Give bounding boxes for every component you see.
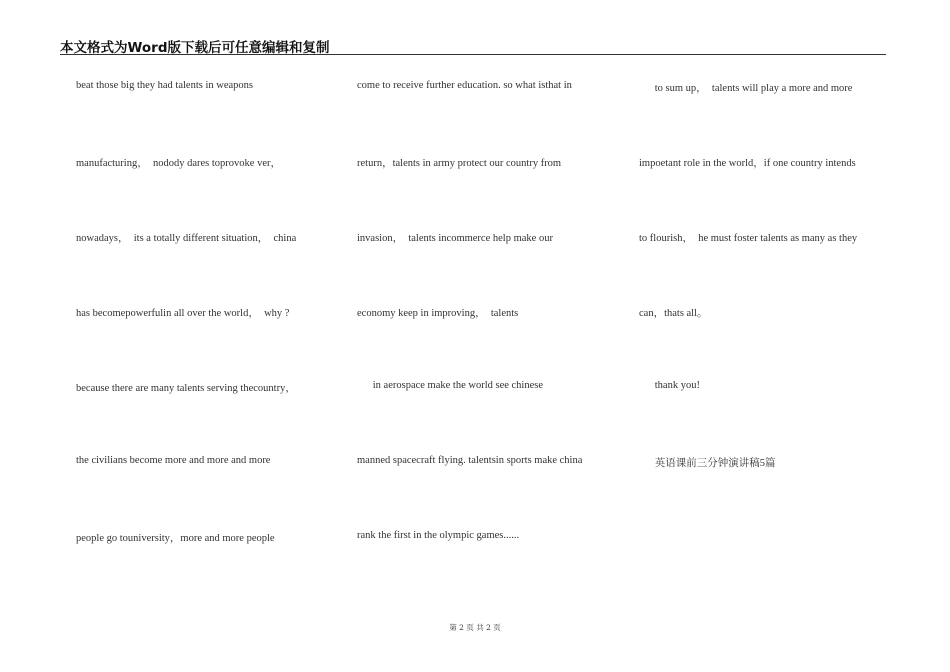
text-line: the civilians become more and more and more xyxy=(76,455,271,466)
text-line: thank you! xyxy=(639,380,700,391)
text-line: can，thats all。 xyxy=(639,308,708,319)
text-line: has becomepowerfulin all over the world， why ? xyxy=(76,308,290,319)
text-line: return，talents in army protect our country from xyxy=(357,158,562,169)
text-line: to flourish， he must foster talents as many as they xyxy=(639,233,858,244)
document-header xyxy=(60,32,886,55)
text-line: rank the first in the olympic games...... xyxy=(357,530,520,541)
text-line: because there are many talents serving thecountry， xyxy=(76,383,296,394)
page-number: 第 2 页 共 2 页 xyxy=(449,623,501,632)
text-line: come to receive further education. so what isthat in xyxy=(357,80,572,91)
text-line: impoetant role in the world，if one country intends xyxy=(639,158,856,169)
text-line: people go touniversity，more and more people xyxy=(76,533,275,544)
text-line: nowadays， its a totally different situation， china xyxy=(76,233,297,244)
text-line: manned spacecraft flying. talentsin sports make china xyxy=(357,455,583,466)
text-line: in aerospace make the world see chinese xyxy=(357,380,544,391)
text-line: 英语课前三分钟演讲稿5篇 xyxy=(639,458,776,469)
text-line: manufacturing， nodody dares toprovoke ver， xyxy=(76,158,281,169)
text-line: economy keep in improving， talents xyxy=(357,308,519,319)
text-line: to sum up， talents will play a more and more xyxy=(639,83,853,94)
header-title: 本文格式为Word版下载后可任意编辑和复制 xyxy=(60,40,330,56)
text-line: invasion， talents incommerce help make our xyxy=(357,233,553,244)
text-line: beat those big they had talents in weapons xyxy=(76,80,253,91)
